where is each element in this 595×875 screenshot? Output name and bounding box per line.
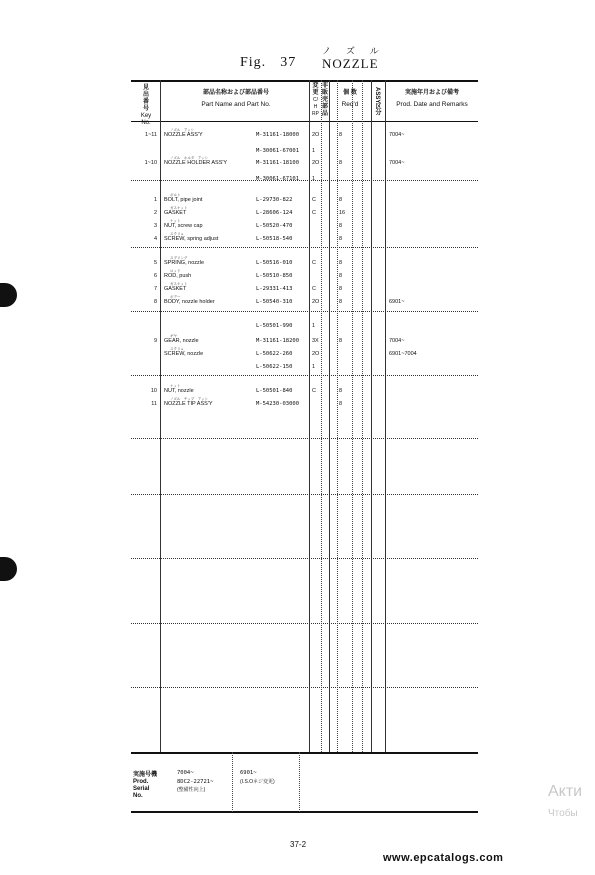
row-key-no: 1~10 (144, 160, 157, 166)
row-change-code: 3X (312, 338, 319, 344)
row-change-code: 2O (312, 132, 320, 138)
figure-title-jp: ノ ズ ル (322, 47, 385, 57)
row-qty: 8 (339, 260, 343, 266)
row-key-no: 9 (153, 338, 157, 344)
row-part-no: L-50520-470 (256, 223, 293, 229)
serial-note-1: (整備性向上) (177, 787, 206, 793)
row-key-no: 2 (153, 210, 157, 216)
header-key: 見出番号 Key No. (140, 85, 152, 126)
row-part-name: ROD, push (164, 273, 192, 279)
row-qty: 8 (339, 388, 343, 394)
col-line (337, 80, 338, 752)
row-part-name-ruby: ノズル チップ アッシ (170, 397, 209, 401)
row-part-name-ruby: ナット (170, 219, 181, 223)
row-key-no: 5 (153, 260, 157, 266)
header-remarks: 実施年月および備考 Prod. Date and Remarks (396, 90, 468, 108)
row-part-name-ruby: スクリュ (170, 347, 184, 351)
row-part-name: BODY, nozzle holder (164, 299, 215, 305)
row-part-no: L-50622-260 (256, 351, 293, 357)
row-key-no: 4 (153, 236, 157, 242)
col-line (321, 80, 322, 752)
row-part-name: NOZZLE HOLDER ASS'Y (164, 160, 228, 166)
row-change-code: C (312, 388, 316, 394)
row-part-no: M-31161-18100 (256, 160, 300, 166)
row-part-no: L-50516-010 (256, 260, 293, 266)
footer-top-border (131, 752, 478, 754)
row-divider (131, 311, 478, 312)
figure-label: Fig. 37 (240, 55, 297, 70)
row-qty: 8 (339, 401, 343, 407)
row-change-code: 1 (312, 148, 316, 154)
col-line (352, 80, 353, 752)
header-change: 変更 C/H RP (312, 83, 319, 117)
col-line (160, 80, 161, 752)
row-part-no: M-31161-18000 (256, 132, 300, 138)
row-part-name-ruby: ガスケット (170, 206, 188, 210)
header-part-name: 部品名称および部品番号 Part Name and Part No. (201, 90, 271, 108)
row-part-name-ruby: ガスケット (170, 282, 188, 286)
row-part-name-ruby: スプリング (170, 256, 188, 260)
row-remarks: 7004~ (389, 132, 405, 138)
row-part-no: L-50622-150 (256, 364, 293, 370)
row-divider (131, 558, 478, 559)
row-key-no: 11 (151, 401, 157, 407)
row-qty: 16 (339, 210, 346, 216)
row-part-no: L-50540-310 (256, 299, 293, 305)
row-part-name: SCREW, spring adjust (164, 236, 219, 242)
row-part-no: L-50510-850 (256, 273, 293, 279)
row-key-no: 10 (150, 388, 157, 394)
row-part-name: NOZZLE TIP ASS'Y (164, 401, 213, 407)
row-key-no: 7 (153, 286, 157, 292)
header-bottom-border (131, 121, 478, 122)
header-non-sale: 非販売部品 (322, 83, 329, 117)
watermark-text: Акти (548, 783, 583, 800)
row-divider (131, 375, 478, 376)
row-part-name-ruby: ナット (170, 384, 181, 388)
row-divider (131, 623, 478, 624)
row-change-code: 2O (312, 160, 320, 166)
row-part-no: M-54230-03000 (256, 401, 300, 407)
row-divider (131, 494, 478, 495)
row-key-no: 1 (153, 197, 157, 203)
row-key-no: 3 (153, 223, 157, 229)
row-part-no: L-29331-413 (256, 286, 293, 292)
col-line (309, 80, 310, 752)
row-part-no: L-28606-124 (256, 210, 293, 216)
row-change-code: 1 (312, 364, 316, 370)
row-key-no: 6 (153, 273, 157, 279)
row-qty: 8 (339, 160, 343, 166)
footer-col-line (232, 752, 233, 812)
row-change-code: C (312, 197, 316, 203)
row-part-no: L-50518-540 (256, 236, 293, 242)
row-part-name: SCREW, nozzle (164, 351, 204, 357)
row-remarks: 7004~ (389, 160, 405, 166)
footer-col-line (299, 752, 300, 812)
row-qty: 8 (339, 299, 343, 305)
row-remarks: 6901~7004 (389, 351, 417, 357)
header-qty: 個 数 Req'd (341, 90, 359, 108)
serial-6901: 6901~ (240, 770, 257, 776)
row-qty: 8 (339, 286, 343, 292)
row-part-name: SPRING, nozzle (164, 260, 205, 266)
row-part-name-ruby: ボデー (170, 295, 181, 299)
header-assy: ASSY区分 (374, 86, 380, 116)
row-qty: 8 (339, 273, 343, 279)
row-qty: 8 (339, 236, 343, 242)
row-part-name: GEAR, nozzle (164, 338, 199, 344)
row-qty: 8 (339, 223, 343, 229)
row-change-code: C (312, 210, 316, 216)
serial-label: 実施号機 Prod. Serial No. (133, 772, 158, 799)
row-part-name-ruby: スクリュ (170, 232, 184, 236)
row-part-name: NUT, nozzle (164, 388, 194, 394)
row-qty: 8 (339, 132, 343, 138)
binder-hole (0, 557, 17, 581)
watermark-text-small: Чтобы (548, 808, 578, 819)
col-line (385, 80, 386, 752)
serial-8dc2: 8DC2-22721~ (177, 779, 214, 785)
row-qty: 8 (339, 338, 343, 344)
row-key-no: 8 (153, 299, 157, 305)
serial-7004: 7004~ (177, 770, 194, 776)
figure-title: NOZZLE (322, 56, 379, 71)
row-part-no: L-29730-822 (256, 197, 293, 203)
page-number: 37-2 (290, 840, 307, 849)
table-bottom-border (131, 811, 478, 813)
row-part-no: M-31161-18200 (256, 338, 300, 344)
col-line (371, 80, 372, 752)
row-part-name: GASKET (164, 210, 187, 216)
row-part-name: NOZZLE ASS'Y (164, 132, 203, 138)
row-change-code: C (312, 260, 316, 266)
table-top-border (131, 80, 478, 82)
row-remarks: 6901~ (389, 299, 405, 305)
row-part-no: M-30061-67101 (256, 176, 300, 182)
row-key-no: 1~11 (145, 132, 157, 138)
row-part-name: NUT, screw cap (164, 223, 203, 229)
row-divider (131, 247, 478, 248)
row-divider (131, 438, 478, 439)
row-part-no: M-30061-67001 (256, 148, 300, 154)
row-divider (131, 687, 478, 688)
row-part-name: GASKET (164, 286, 187, 292)
serial-note-2: (I.S.Oネジ変更) (240, 779, 275, 785)
row-change-code: 2O (312, 351, 320, 357)
col-line (329, 80, 330, 752)
row-change-code: 2O (312, 299, 320, 305)
row-part-name-ruby: ボルト (170, 193, 181, 197)
site-link[interactable]: www.epcatalogs.com (383, 852, 504, 864)
binder-hole (0, 283, 17, 307)
parts-table (131, 80, 478, 813)
row-remarks: 7004~ (389, 338, 405, 344)
col-line (362, 80, 363, 752)
row-qty: 8 (339, 197, 343, 203)
row-change-code: C (312, 286, 316, 292)
row-part-name-ruby: ロッド (170, 269, 181, 273)
row-part-no: L-50501-990 (256, 323, 293, 329)
row-change-code: 1 (312, 176, 316, 182)
row-divider (131, 180, 478, 181)
row-part-name-ruby: ギヤ (170, 334, 177, 338)
row-part-name-ruby: ノズル ホルダ アッシ (170, 156, 208, 160)
row-change-code: 1 (312, 323, 316, 329)
row-part-name: BOLT, pipe joint (164, 197, 203, 203)
row-part-no: L-50501-840 (256, 388, 293, 394)
row-part-name-ruby: ノズル アッシ (170, 128, 195, 132)
